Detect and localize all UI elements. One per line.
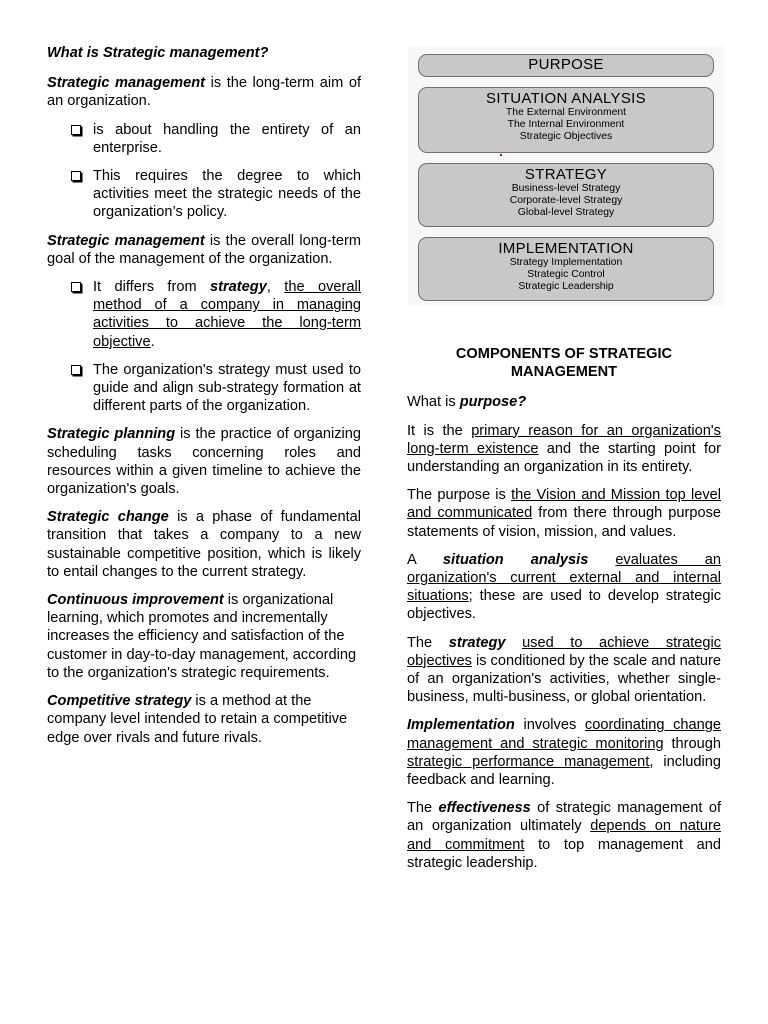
definition-paragraph: Continuous improvement is organizational learning, which promotes and incrementally increases the efficiency and satisfaction of the customer in day-to-day management, according to the organization's strategic requirements. [47,592,357,681]
definition-paragraph: Strategic management is the long-term aim of an organization. [47,75,361,110]
implementation-box: IMPLEMENTATION Strategy Implementation Strategic Control Strategic Leadership [418,237,714,301]
definition-paragraph: Competitive strategy is a method at the company level intended to retain a competitive edge over rivals and future rivals. [47,693,348,746]
component-paragraph: The effectiveness of strategic management of an organization ultimately depends on nature and commitment to top management and strategic leadership. [407,800,722,871]
component-paragraph: A situation analysis evaluates an organization's current external and internal situations; these are used to develop strategic objectives. [407,551,722,623]
situation-analysis-box: SITUATION ANALYSIS The External Environment The Internal Environment Strategic Objectives [418,87,714,153]
component-paragraph: It is the primary reason for an organization's long-term existence and the starting point for understanding an organization in its entirety. [407,422,721,476]
component-paragraph: The strategy used to achieve strategic objectives is conditioned by the scale and nature of an organization's activities, whether single-business, multi-business, or global orientation. [407,634,722,706]
bullet-list [47,121,361,222]
question-paragraph: What is purpose? [407,394,527,411]
bullet-list [47,278,361,415]
list-item: It differs from strategy, the overall method of a company in managing activities to achieve the long-term objective. [93,278,361,351]
list-item: is about handling the entirety of an enterprise. [93,121,361,157]
section-heading: What is Strategic management? [47,45,269,61]
checkbox-bullet-icon [71,125,81,135]
left-column [47,44,361,757]
strategic-management-diagram [408,46,724,306]
components-title: COMPONENTS OF STRATEGIC MANAGEMENT [455,346,673,381]
checkbox-bullet-icon [71,282,81,292]
term: Strategic management [47,75,206,92]
definition-paragraph: Strategic planning is the practice of organizing scheduling tasks concerning roles and resources within a given timeline to achieve the organization's goals. [47,426,361,498]
component-paragraph: Implementation involves coordinating change management and strategic monitoring through strategic performance management, including feedback and learning. [407,717,721,789]
strategy-box: STRATEGY Business-level Strategy Corporate-level Strategy Global-level Strategy [418,163,714,227]
checkbox-bullet-icon [71,365,81,375]
purpose-box: PURPOSE [418,54,714,77]
right-column [407,345,721,882]
definition-paragraph: Strategic management is the overall long-term goal of the management of the organization. [47,232,361,267]
checkbox-bullet-icon [71,171,81,181]
component-paragraph: The purpose is the Vision and Mission top level and communicated from there through purpose statements of vision, mission, and values. [407,487,721,540]
list-item: The organization's strategy must used to guide and align sub-strategy formation at different parts of the organization. [93,361,361,416]
list-item: This requires the degree to which activities meet the strategic needs of the organization’s policy. [93,167,361,222]
red-dot-mark [500,154,502,156]
definition-paragraph: Strategic change is a phase of fundamental transition that takes a company to a new sustainable competitive position, which is likely to entail changes to the current strategy. [47,509,361,580]
